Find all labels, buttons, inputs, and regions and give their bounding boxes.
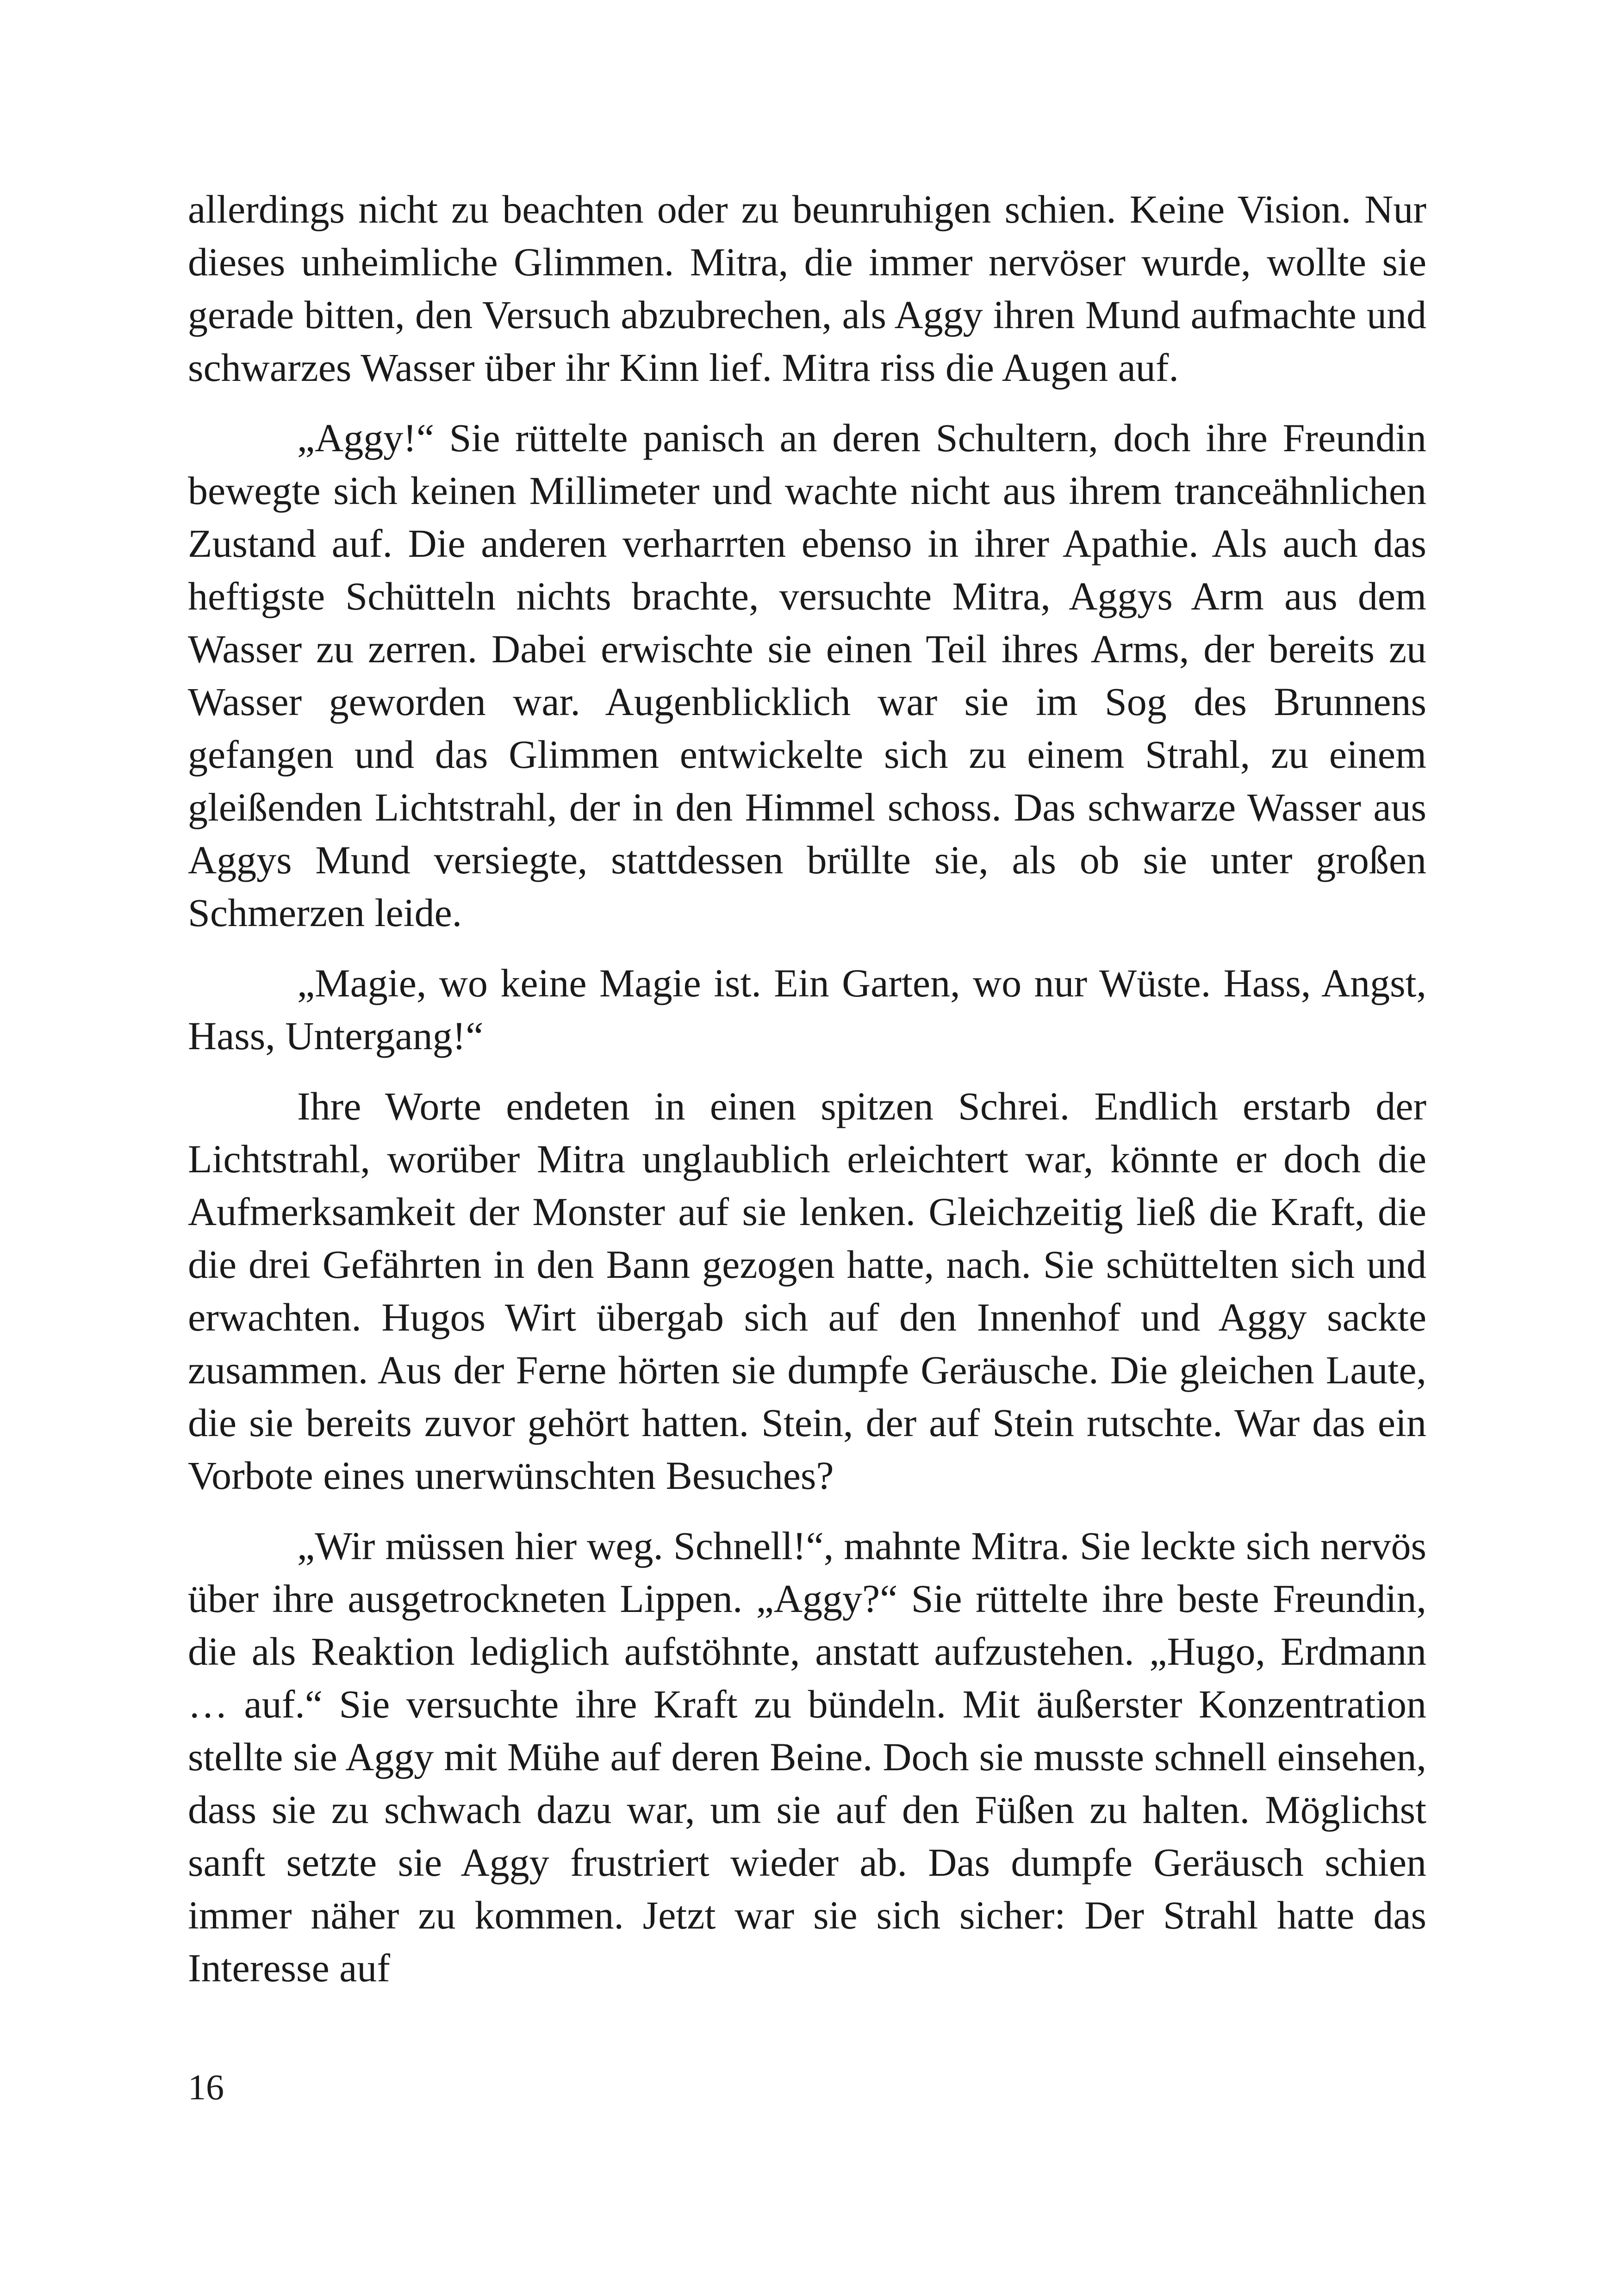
paragraph-3: „Magie, wo keine Magie ist. Ein Garten, wo nur Wüste. Hass, Angst, Hass, Untergang!“	[188, 961, 1426, 1058]
paragraph-5: „Wir müssen hier weg. Schnell!“, mahnte Mitra. Sie leckte sich nervös über ihre ausgetrockneten Lippen. „Aggy?“ Sie rüttelte ihre beste Freundin, die als Reaktion lediglich aufstöhnte, anstatt aufzustehen. „Hugo, Erdmann … auf.“ Sie versuchte ihre Kraft zu bündeln. Mit äußerster Konzentration stellte sie Aggy mit Mühe auf deren Beine. Doch sie musste schnell einsehen, dass sie zu schwach dazu war, um sie auf den Füßen zu halten. Möglichst sanft setzte sie Aggy frustriert wieder ab. Das dumpfe Geräusch schien immer näher zu kommen. Jetzt war sie sich sicher: Der Strahl hatte das Interesse auf	[188, 1524, 1426, 1990]
page-number: 16	[188, 2067, 224, 2107]
paragraph-1: allerdings nicht zu beachten oder zu beunruhigen schien. Keine Vision. Nur dieses unheimliche Glimmen. Mitra, die immer nervöser wurde, wollte sie gerade bitten, den Versuch abzubrechen, als Aggy ihren Mund aufmachte und schwarzes Wasser über ihr Kinn lief. Mitra riss die Augen auf.	[188, 187, 1426, 390]
paragraph-4: Ihre Worte endeten in einen spitzen Schrei. Endlich erstarb der Lichtstrahl, worüber Mitra unglaublich erleichtert war, könnte er doch die Aufmerksamkeit der Monster auf sie lenken. Gleichzeitig ließ die Kraft, die die drei Gefährten in den Bann gezogen hatte, nach. Sie schüttelten sich und erwachten. Hugos Wirt übergab sich auf den Innenhof und Aggy sackte zusammen. Aus der Ferne hörten sie dumpfe Geräusche. Die gleichen Laute, die sie bereits zuvor gehört hatten. Stein, der auf Stein rutschte. War das ein Vorbote eines unerwünschten Besuches?	[188, 1084, 1426, 1498]
body-text	[188, 183, 1426, 1994]
paragraph-2: „Aggy!“ Sie rüttelte panisch an deren Schultern, doch ihre Freundin bewegte sich keinen Millimeter und wachte nicht aus ihrem tranceähnlichen Zustand auf. Die anderen verharrten ebenso in ihrer Apathie. Als auch das heftigste Schütteln nichts brachte, versuchte Mitra, Aggys Arm aus dem Wasser zu zerren. Dabei erwischte sie einen Teil ihres Arms, der bereits zu Wasser geworden war. Augenblicklich war sie im Sog des Brunnens gefangen und das Glimmen entwickelte sich zu einem Strahl, zu einem gleißenden Lichtstrahl, der in den Himmel schoss. Das schwarze Wasser aus Aggys Mund versiegte, stattdessen brüllte sie, als ob sie unter großen Schmerzen leide.	[188, 416, 1426, 935]
